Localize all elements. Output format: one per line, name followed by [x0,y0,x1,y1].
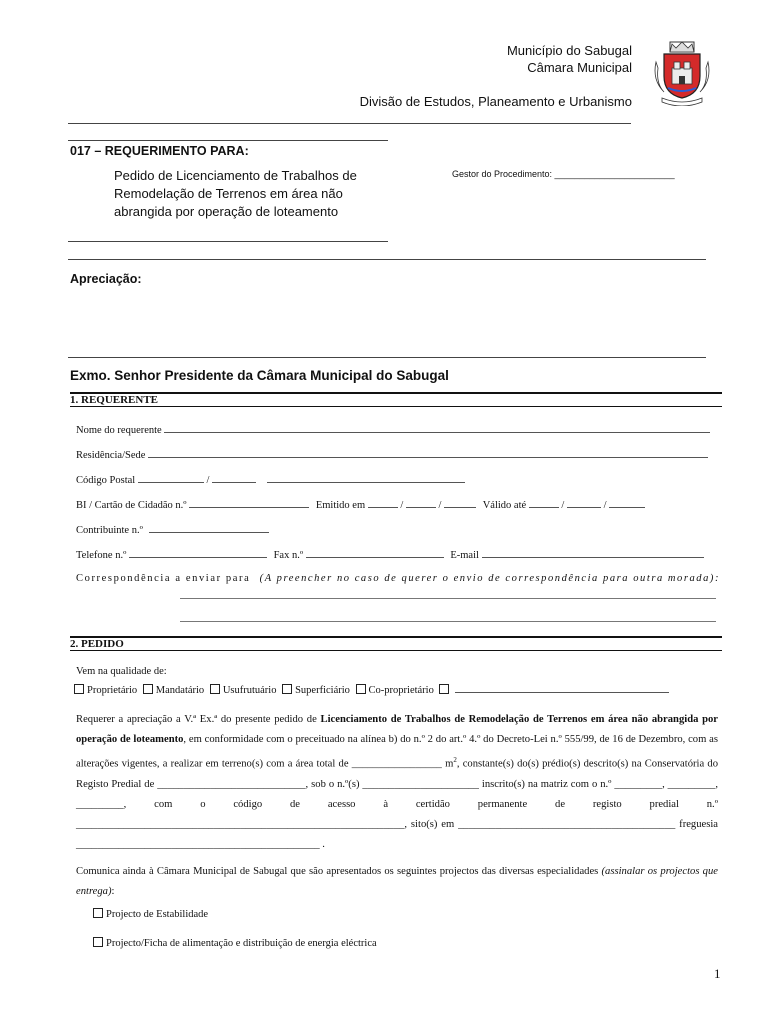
localidade-input[interactable] [267,472,465,483]
form-code-title: 017 – REQUERIMENTO PARA: [70,144,249,158]
email-input[interactable] [482,547,704,558]
telefone-label: Telefone n.º [76,550,127,561]
page-number: 1 [714,966,721,981]
title-bottom-rule [68,241,388,242]
fax-input[interactable] [306,547,444,558]
apreciacao-bottom-rule [68,357,706,358]
gestor-procedimento-field[interactable]: Gestor do Procedimento: ________________________ [452,169,675,179]
energia-label: Projecto/Ficha de alimentação e distribuição de energia eléctrica [106,938,377,949]
project-item-energia [93,937,377,949]
request-subject-line-2: Remodelação de Terrenos em área não [114,186,343,201]
nome-row [76,422,710,436]
superficiario-checkbox[interactable] [282,684,292,694]
apreciacao-label: Apreciação: [70,272,142,286]
contribuinte-row [76,522,269,536]
pedido-text-3: , constante(s) do(s) prédio(s) descrito(s) na Conservatória do Registo Predial de ____________________________, sob o n.º(s) ______________________ inscrito(s) na matriz com o n.º _________, _________, _________, com o código de acesso à certidão permanente de registo predial n.º ______________________________________________________________, sito(s) em _________________________________________ freguesia ______________________________________________ . [76,758,718,850]
qualidade-label: Vem na qualidade de: [76,666,167,677]
residencia-label: Residência/Sede [76,450,146,461]
usufrutuario-checkbox[interactable] [210,684,220,694]
contribuinte-label: Contribuinte n.º [76,525,143,536]
coproprietario-label: Co-proprietário [368,685,434,696]
outro-input[interactable] [455,682,669,693]
pedido-text-1: Requerer a apreciação a V.ª Ex.ª do presente pedido de [76,714,317,725]
municipality-name: Município do Sabugal [506,43,632,58]
section-pedido-header: 2. PEDIDO [70,636,722,651]
projectos-note: (assinalar os projectos que entrega) [76,866,718,897]
projectos-text-end: : [111,886,115,897]
usufrutuario-label: Usufrutuário [222,685,277,696]
correspondencia-input-2[interactable] [180,621,716,622]
project-item-estabilidade [93,908,208,920]
residencia-row [76,447,708,461]
salutation: Exmo. Senhor Presidente da Câmara Municipal do Sabugal [70,368,449,383]
emitido-day-input[interactable] [368,497,398,508]
request-subject-line-1: Pedido de Licenciamento de Trabalhos de [114,168,357,183]
coat-of-arms-logo [650,40,714,106]
codigo-postal-input-2[interactable] [212,472,256,483]
division-name: Divisão de Estudos, Planeamento e Urbanismo [359,94,632,109]
estabilidade-label: Projecto de Estabilidade [106,909,209,920]
nome-input[interactable] [164,422,710,433]
proprietario-checkbox[interactable] [74,684,84,694]
codigo-postal-label: Código Postal [76,475,136,486]
pedido-paragraph [76,710,718,855]
codigo-postal-row [76,472,465,486]
pedido-licence-type: Licenciamento de Trabalhos de Remodelação de Terrenos em área não abrangida por operação de loteamento [76,714,718,745]
codigo-postal-input-1[interactable] [138,472,204,483]
projectos-text: Comunica ainda à Câmara Municipal de Sabugal que são apresentados os seguintes projectos das diversas especialidades [76,866,599,877]
valido-label: Válido até [482,500,527,511]
projectos-paragraph [76,862,718,902]
pedido-text-2: , em conformidade com o preceituado na alínea b) do n.º 2 do art.º 4.º do Decreto-Lei n.º 555/99, de 16 de Dezembro, com as alterações vigentes, a realizar em terreno(s) com a área total de _________________ m [76,734,718,770]
correspondencia-note: (A preencher no caso de querer o envio de correspondência para outra morada): [259,573,720,584]
bi-row: BI / Cartão de Cidadão n.º Emitido em / / Válido até / / [76,497,645,511]
title-top-rule [68,140,388,141]
chamber-name: Câmara Municipal [527,60,632,75]
contribuinte-input[interactable] [149,522,269,533]
request-subject-line-3: abrangida por operação de loteamento [114,204,339,219]
email-label: E-mail [450,550,479,561]
area-unit-superscript: 2 [453,756,457,764]
apreciacao-top-rule [68,259,706,260]
proprietario-label: Proprietário [87,685,138,696]
valido-year-input[interactable] [609,497,645,508]
residencia-input[interactable] [148,447,708,458]
valido-day-input[interactable] [529,497,559,508]
superficiario-label: Superficiário [295,685,350,696]
codigo-postal-separator: / [206,475,210,486]
emitido-year-input[interactable] [444,497,476,508]
header-divider [68,123,631,124]
valido-month-input[interactable] [567,497,601,508]
nome-label: Nome do requerente [76,425,162,436]
telefone-row [76,547,704,561]
estabilidade-checkbox[interactable] [93,908,103,918]
bi-input[interactable] [189,497,309,508]
correspondencia-input-1[interactable] [180,598,716,599]
telefone-input[interactable] [129,547,267,558]
coproprietario-checkbox[interactable] [356,684,366,694]
mandatario-label: Mandatário [155,685,205,696]
bi-label: BI / Cartão de Cidadão n.º [76,500,187,511]
outro-checkbox[interactable] [439,684,449,694]
section-requerente-header: 1. REQUERENTE [70,392,722,407]
correspondencia-label: Correspondência a enviar para [76,573,251,584]
emitido-label: Emitido em [315,500,366,511]
energia-checkbox[interactable] [93,937,103,947]
qualidade-options [74,682,669,696]
emitido-month-input[interactable] [406,497,436,508]
correspondencia-row [76,573,720,584]
mandatario-checkbox[interactable] [143,684,153,694]
fax-label: Fax n.º [273,550,304,561]
